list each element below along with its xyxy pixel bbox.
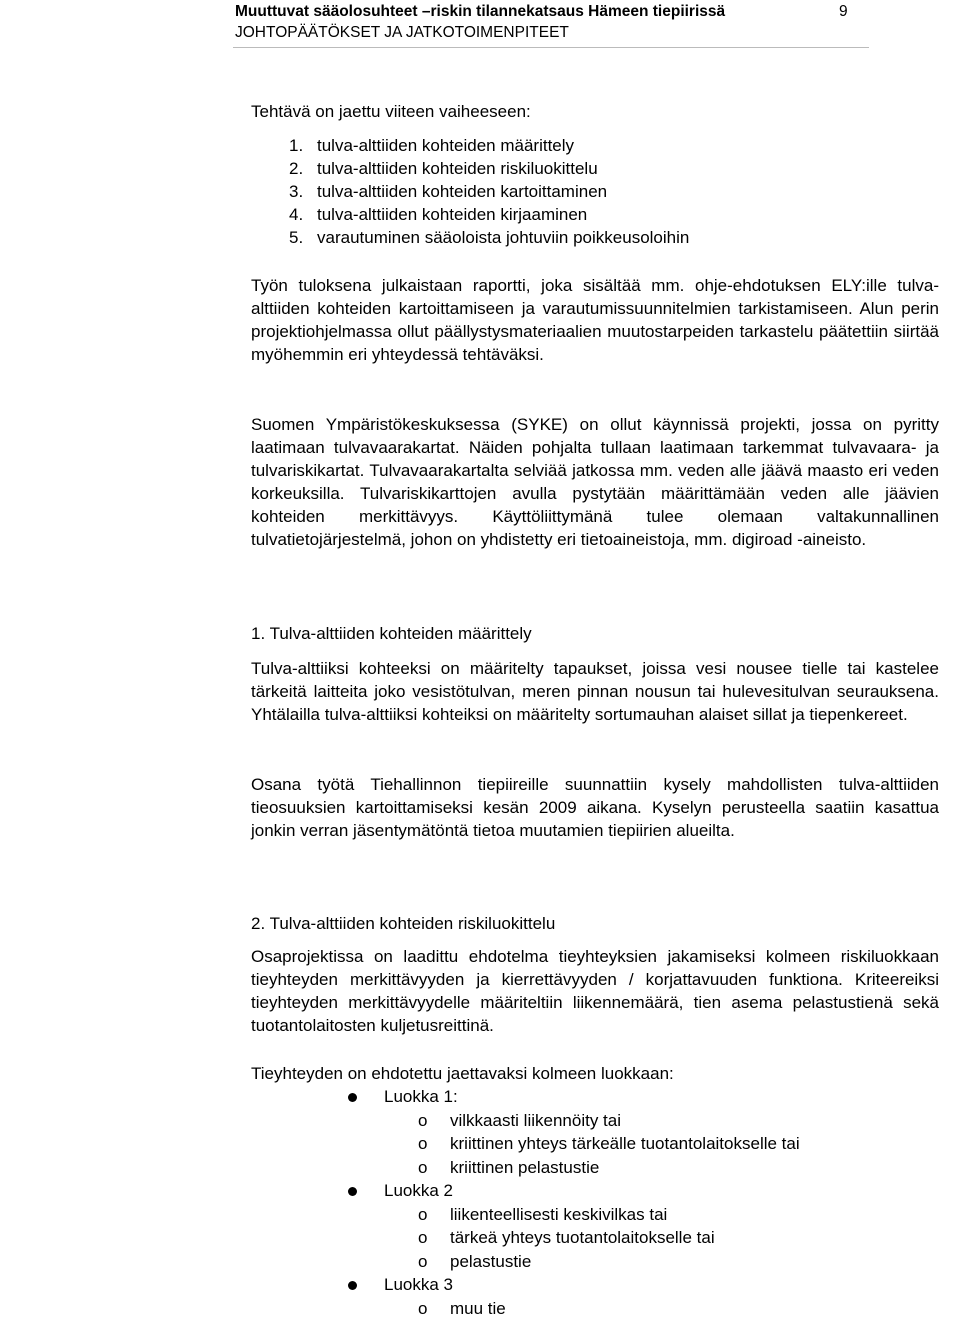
sub-list bbox=[384, 1109, 939, 1180]
paragraph-syke: Suomen Ympäristökeskuksessa (SYKE) on ollut käynnissä projekti, jossa on pyritty laatimaan tulvavaarakartat. Näiden pohjalta tullaan laatimaan tarkemmat tulvavaara- ja tulvariskikartat. Tulvavaarakartalta selviää jatkossa mm. veden alle jäävä maasto eri veden korkeuksilla. Tulvariskikarttojen avulla pystytään määrittämään veden alle jäävien kohteiden merkittävyys. Käyttöliittymänä tulee olemaan valtakunnallinen tulvatietojärjestelmä, johon on yhdistetty eri tietoaineistoja, mm. digiroad -aineisto. bbox=[251, 415, 939, 549]
page-number: 9 bbox=[839, 3, 848, 20]
intro-text: Tehtävä on jaettu viiteen vaiheeseen: bbox=[251, 102, 531, 121]
list-item: o pelastustie bbox=[418, 1251, 532, 1271]
list-item: 1. tulva-alttiiden kohteiden määrittely bbox=[289, 136, 575, 155]
bullet-icon bbox=[348, 1093, 357, 1102]
bullet-icon bbox=[348, 1281, 357, 1290]
list-item: o muu tie bbox=[418, 1298, 506, 1318]
header-subtitle: JOHTOPÄÄTÖKSET JA JATKOTOIMENPITEET bbox=[235, 24, 569, 41]
list-item: 4. tulva-alttiiden kohteiden kirjaaminen bbox=[289, 205, 588, 224]
header-divider bbox=[233, 47, 869, 48]
class-list bbox=[251, 1085, 939, 1320]
section1-paragraph-2: Osana työtä Tiehallinnon tiepiireille suunnattiin kysely mahdollisten tulva-alttiiden tieosuuksien kartoittamiseksi kesän 2009 aikana. Kyselyn perusteella saatiin kasattua jonkin verran jäsentymätöntä tietoa muutamien tiepiirien alueilta. bbox=[251, 775, 939, 840]
section2-heading: 2. Tulva-alttiiden kohteiden riskiluokittelu bbox=[251, 914, 556, 933]
list-item: o tärkeä yhteys tuotantolaitokselle tai bbox=[418, 1228, 715, 1247]
header-title: Muuttuvat sääolosuhteet –riskin tilannekatsaus Hämeen tiepiirissä bbox=[235, 3, 726, 20]
list-item: o vilkkaasti liikennöity tai bbox=[418, 1110, 622, 1130]
list-item: o liikenteellisesti keskivilkas tai bbox=[418, 1204, 668, 1224]
list-item: o kriittinen pelastustie bbox=[418, 1157, 600, 1177]
phase-list bbox=[251, 134, 939, 249]
section1-heading: 1. Tulva-alttiiden kohteiden määrittely bbox=[251, 624, 532, 643]
list-item: Luokka 2 o liikenteellisesti keskivilkas tai o tärkeä yhteys tuotantolaitokselle tai o pelastustie bbox=[251, 1179, 939, 1273]
list-item: o kriittinen yhteys tärkeälle tuotantolaitokselle tai bbox=[418, 1134, 800, 1153]
list-item: Luokka 3 o muu tie bbox=[251, 1273, 939, 1320]
paragraph-results: Työn tuloksena julkaistaan raportti, joka sisältää mm. ohje-ehdotuksen ELY:ille tulva-alttiiden kohteiden kartoittamiseen ja varautumissuunnitelmien tarkistamiseen. Alun perin projektiohjelmassa ollut päällystysmateriaalien muutostarpeiden tarkastelu päätettiin siirtää myöhemmin eri yhteydessä tehtäväksi. bbox=[251, 276, 939, 364]
list-item: 5. varautuminen sääoloista johtuviin poikkeusoloihin bbox=[289, 228, 690, 247]
section1-paragraph-1: Tulva-alttiiksi kohteeksi on määritelty tapaukset, joissa vesi nousee tielle tai kastelee tärkeitä laitteita joko vesistötulvan, meren pinnan nousun tai hulevesitulvan seurauksena. Yhtälailla tulva-alttiiksi kohteiksi on määritelty sortumauhan alaiset sillat ja tiepenkereet. bbox=[251, 659, 939, 724]
list-item: 2. tulva-alttiiden kohteiden riskiluokittelu bbox=[289, 159, 598, 178]
list-item: Luokka 1: o vilkkaasti liikennöity tai o kriittinen yhteys tärkeälle tuotantolaitokselle tai o kriittinen pelastustie bbox=[251, 1085, 939, 1179]
section2-paragraph-1: Osaprojektissa on laadittu ehdotelma tieyhteyksien jakamiseksi kolmeen riskiluokkaan tieyhteyden merkittävyyden ja kierrettävyyden / korjattavuuden funktiona. Kriteereiksi tieyhteyden merkittävyydelle määriteltiin liikennemäärä, tien asema pelastustienä sekä tuotantolaitosten kuljetusreittinä. bbox=[251, 947, 939, 1035]
bullet-icon bbox=[348, 1187, 357, 1196]
sub-list bbox=[384, 1203, 939, 1274]
list-item: 3. tulva-alttiiden kohteiden kartoittaminen bbox=[289, 182, 608, 201]
section2-paragraph-2: Tieyhteyden on ehdotettu jaettavaksi kolmeen luokkaan: bbox=[251, 1064, 674, 1083]
sub-list bbox=[384, 1297, 939, 1320]
